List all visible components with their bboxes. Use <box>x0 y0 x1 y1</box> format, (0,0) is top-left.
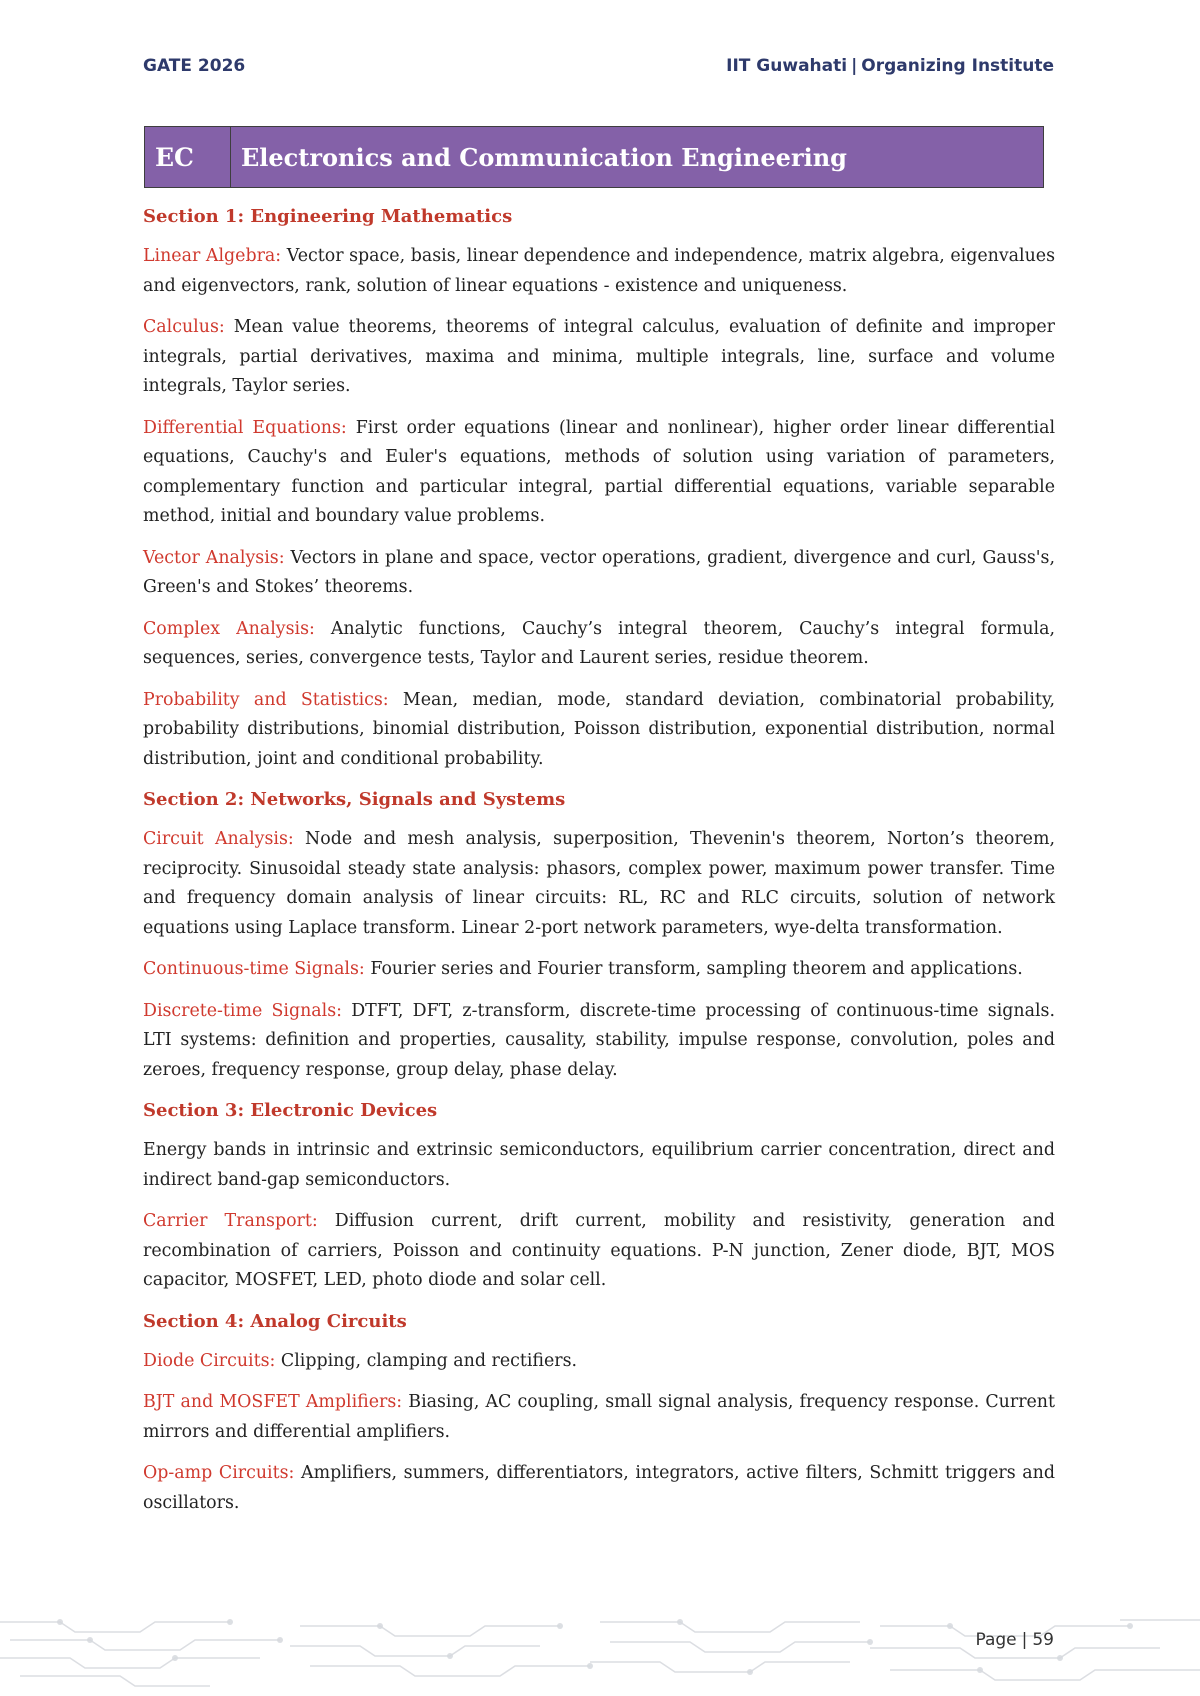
page-label: Page <box>975 1630 1017 1650</box>
topic-description: Amplifiers, summers, differentiators, integrators, active filters, Schmitt triggers and oscillators. <box>143 1463 1055 1513</box>
topic-description: Energy bands in intrinsic and extrinsic semiconductors, equilibrium carrier concentration, direct and indirect band-gap semiconductors. <box>143 1140 1055 1190</box>
section-heading: Section 3: Electronic Devices <box>143 1100 438 1121</box>
header-separator: | <box>851 56 858 76</box>
topic-label: Carrier Transport: <box>143 1211 318 1231</box>
syllabus-paragraph <box>143 615 1055 674</box>
page-number-value: 59 <box>1032 1630 1054 1650</box>
page-separator: | <box>1021 1630 1028 1650</box>
topic-label: Diode Circuits: <box>143 1350 276 1371</box>
topic-description: First order equations (linear and nonlinear), higher order linear differential equations, Cauchy's and Euler's equations, methods of solution using variation of parameters, complementary function and particular integral, partial differential equations, variable separable method, initial and boundary value problems. <box>143 417 1056 526</box>
topic-description: Diffusion current, drift current, mobility and resistivity, generation and recombination of carriers, Poisson and continuity equations. P-N junction, Zener diode, BJT, MOS capacitor, MOSFET, LED, photo diode and solar cell. <box>143 1211 1055 1290</box>
section-heading: Section 1: Engineering Mathematics <box>143 206 513 227</box>
syllabus-paragraph <box>143 825 1055 943</box>
topic-label: Probability and Statistics: <box>143 689 389 710</box>
topic-description: Analytic functions, Cauchy’s integral theorem, Cauchy’s integral formula, sequences, series, convergence tests, Taylor and Laurent series, residue theorem. <box>143 618 1055 668</box>
syllabus-paragraph <box>143 1207 1055 1296</box>
topic-label: Calculus: <box>143 317 225 337</box>
topic-label: BJT and MOSFET Amplifiers: <box>143 1392 403 1412</box>
topic-description: Vectors in plane and space, vector operations, gradient, divergence and curl, Gauss's, Green's and Stokes’ theorems. <box>143 547 1056 597</box>
syllabus-content <box>143 203 1055 1530</box>
paper-code: EC <box>145 127 231 187</box>
topic-description: Mean, median, mode, standard deviation, combinatorial probability, probability distributions, binomial distribution, Poisson distribution, exponential distribution, normal distribution, joint and conditional probability. <box>143 689 1055 769</box>
topic-description: Vector space, basis, linear dependence and independence, matrix algebra, eigenvalues and eigenvectors, rank, solution of linear equations - existence and uniqueness. <box>143 246 1056 296</box>
section-heading: Section 2: Networks, Signals and Systems <box>143 789 566 810</box>
paper-title-box <box>144 126 1044 188</box>
topic-description: Node and mesh analysis, superposition, Thevenin's theorem, Norton’s theorem, reciprocity. Sinusoidal steady state analysis: phasors, complex power, maximum power transfer. Time and frequency domain analysis of linear circuits: RL, RC and RLC circuits, solution of network equations using Laplace transform. Linear 2-port network parameters, wye-delta transformation. <box>143 829 1055 938</box>
syllabus-paragraph <box>143 1459 1055 1518</box>
syllabus-paragraph <box>143 1136 1055 1195</box>
topic-description: Clipping, clamping and rectifiers. <box>275 1350 578 1371</box>
syllabus-paragraph <box>143 686 1055 775</box>
syllabus-paragraph <box>143 414 1055 532</box>
topic-label: Circuit Analysis: <box>143 829 294 849</box>
page-number <box>975 1630 1054 1650</box>
topic-description: DTFT, DFT, z-transform, discrete-time processing of continuous-time signals. LTI systems: definition and properties, causality, stability, impulse response, convolution, poles and zeroes, frequency response, group delay, phase delay. <box>143 1000 1055 1080</box>
page-header <box>143 56 1054 76</box>
syllabus-paragraph <box>143 242 1055 301</box>
topic-description: Biasing, AC coupling, small signal analysis, frequency response. Current mirrors and differential amplifiers. <box>143 1392 1055 1442</box>
topic-label: Linear Algebra: <box>143 246 282 266</box>
syllabus-paragraph <box>143 544 1055 603</box>
header-institute <box>726 56 1054 76</box>
header-institute-role: Organizing Institute <box>861 56 1054 76</box>
topic-label: Continuous-time Signals: <box>143 959 365 979</box>
topic-description: Mean value theorems, theorems of integral calculus, evaluation of definite and improper integrals, partial derivatives, maxima and minima, multiple integrals, line, surface and volume integrals, Taylor series. <box>143 317 1055 396</box>
topic-label: Differential Equations: <box>143 417 347 438</box>
topic-label: Discrete-time Signals: <box>143 1000 343 1021</box>
topic-label: Op-amp Circuits: <box>143 1463 295 1483</box>
syllabus-paragraph <box>143 1388 1055 1447</box>
topic-description: Fourier series and Fourier transform, sampling theorem and applications. <box>364 959 1023 979</box>
paper-name: Electronics and Communication Engineering <box>241 142 847 172</box>
syllabus-paragraph <box>143 955 1055 985</box>
header-exam-name: GATE 2026 <box>143 56 246 76</box>
section-heading: Section 4: Analog Circuits <box>143 1310 407 1332</box>
header-institute-name: IIT Guwahati <box>726 56 848 76</box>
topic-label: Vector Analysis: <box>143 547 285 568</box>
topic-label: Complex Analysis: <box>143 618 315 639</box>
syllabus-paragraph <box>143 313 1055 402</box>
syllabus-paragraph <box>143 1347 1055 1377</box>
syllabus-paragraph <box>143 997 1055 1086</box>
